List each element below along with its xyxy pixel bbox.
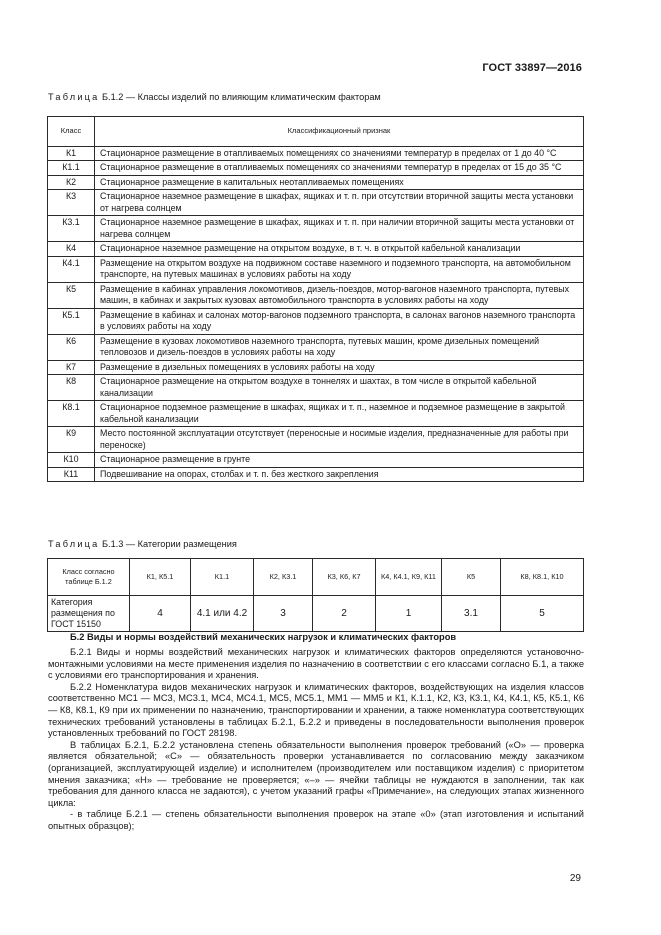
table2-header-cell: К1.1 [191, 559, 254, 596]
climate-classes-table [47, 116, 584, 482]
table1-row [48, 256, 584, 282]
class-description-cell: Стационарное наземное размещение на открытом воздухе, в т. ч. в открытой кабельной канализации [95, 242, 584, 257]
table1-row [48, 453, 584, 468]
body-paragraph: В таблицах Б.2.1, Б.2.2 установлена степень обязательности выполнения проверок требований («О» — проверка является обязательной; «С» — обязательность проверки устанавливается по согласованию между заказчиком (организацией, эксплуатирующей изделие) и исполнителем (производителем или поставщиком изделия) с приоритетом мнения заказчика; «Н» — требование не проверяется; «–» — ячейки таблицы не нуждаются в заполнении, так как требования для данного класса не задаются), с учетом указаний графы «Примечание», на следующих этапах жизненного цикла: [48, 739, 584, 808]
table2-value-cell: 1 [376, 596, 442, 632]
table1-row [48, 308, 584, 334]
class-code-cell: К3 [48, 190, 95, 216]
table1-row [48, 334, 584, 360]
class-code-cell: К2 [48, 175, 95, 190]
class-description-cell: Размещение на открытом воздухе на подвижном составе наземного и подземного транспорта, на автомобильном транспорте, на путевых машинах в условиях работы на ходу [95, 256, 584, 282]
table2-header-cell: К4, К4.1, К9, К11 [376, 559, 442, 596]
class-description-cell: Стационарное размещение в отапливаемых помещениях со значениями температур в пределах от 1 до 40 °С [95, 146, 584, 161]
class-description-cell: Размещение в кабинах управления локомотивов, дизель-поездов, мотор-вагонов наземного транспорта, путевых машин, в кабинах и закрытых кузовах автомобильного транспорта в условиях работы на ходу [95, 282, 584, 308]
table1-caption-prefix: Таблица [48, 92, 100, 102]
class-description-cell: Стационарное размещение в капитальных неотапливаемых помещениях [95, 175, 584, 190]
class-code-cell: К4 [48, 242, 95, 257]
class-description-cell: Размещение в кабинах и салонах мотор-вагонов подземного транспорта, в салонах вагонов наземного транспорта в условиях работы на ходу [95, 308, 584, 334]
table1-row [48, 161, 584, 176]
table1-header-feature: Классификационный признак [95, 117, 584, 147]
class-description-cell: Стационарное наземное размещение в шкафах, ящиках и т. п. при наличии вторичной защиты места установки от нагрева солнцем [95, 216, 584, 242]
table1-row [48, 375, 584, 401]
class-code-cell: К11 [48, 467, 95, 482]
class-description-cell: Размещение в кузовах локомотивов наземного транспорта, путевых машин, кроме дизельных помещений тепловозов и дизель-поездов в условиях работы на ходу [95, 334, 584, 360]
table2-header-cell: К1, К5.1 [130, 559, 191, 596]
table2-header-cell: К5 [442, 559, 501, 596]
section-body [48, 647, 584, 833]
class-code-cell: К8.1 [48, 401, 95, 427]
class-code-cell: К5.1 [48, 308, 95, 334]
table2-value-cell: 5 [501, 596, 584, 632]
table2-caption-text: Б.1.3 — Категории размещения [99, 539, 237, 549]
page-number: 29 [569, 873, 581, 884]
body-paragraph: - в таблице Б.2.1 — степень обязательности выполнения проверок на этапе «0» (этап изготовления и испытаний опытных образцов); [48, 809, 584, 831]
class-description-cell: Стационарное размещение в отапливаемых помещениях со значениями температур в пределах от 15 до 35 °С [95, 161, 584, 176]
table2-header-row [48, 559, 584, 596]
table1-row [48, 427, 584, 453]
table2-value-cell: 3 [254, 596, 313, 632]
class-code-cell: К8 [48, 375, 95, 401]
table1-row [48, 190, 584, 216]
table1-row [48, 216, 584, 242]
table2-header-cell: К3, К6, К7 [313, 559, 376, 596]
table1-row [48, 401, 584, 427]
table1-body [48, 146, 584, 482]
body-paragraph: Б.2.2 Номенклатура видов механических нагрузок и климатических факторов, воздействующих на изделия классов соответственно МС1 — МС3, МС3.1, МС4, МС4.1, МС5, МС5.1, ММ1 — ММ5 и К1, К.1.1, К2, К3, К3.1, К4, К4.1, К5, К5.1, К6 — К8, К8.1, К9 при их применении по назначению, транспортировании и хранении, а также номенклатура соответствующих технических требований установлены в таблицах Б.2.1, Б.2.2 и приведены в последовательности выполнения проверок установленных требований по ГОСТ 28198. [48, 681, 584, 739]
table1-row [48, 360, 584, 375]
placement-categories-table [47, 558, 584, 632]
section-title: Б.2 Виды и нормы воздействий механических нагрузок и климатических факторов [70, 632, 457, 642]
table2-value-cell: 4.1 или 4.2 [191, 596, 254, 632]
table2-header-cell: К2, К3.1 [254, 559, 313, 596]
table1-row [48, 242, 584, 257]
class-code-cell: К10 [48, 453, 95, 468]
class-code-cell: К4.1 [48, 256, 95, 282]
class-code-cell: К7 [48, 360, 95, 375]
class-description-cell: Подвешивание на опорах, столбах и т. п. без жесткого закрепления [95, 467, 584, 482]
class-code-cell: К1.1 [48, 161, 95, 176]
class-description-cell: Размещение в дизельных помещениях в условиях работы на ходу [95, 360, 584, 375]
table2-value-cell: 3.1 [442, 596, 501, 632]
table2-caption [48, 539, 237, 549]
table2-data-row [48, 596, 584, 632]
table2-header-cell: К8, К8.1, К10 [501, 559, 584, 596]
class-code-cell: К3.1 [48, 216, 95, 242]
table1-header-row [48, 117, 584, 147]
class-description-cell: Место постоянной эксплуатации отсутствует (переносные и носимые изделия, предназначенные для работы при переноске) [95, 427, 584, 453]
table1-row [48, 282, 584, 308]
class-code-cell: К1 [48, 146, 95, 161]
table1-caption-text: Б.1.2 — Классы изделий по влияющим климатическим факторам [99, 92, 381, 102]
class-description-cell: Стационарное подземное размещение в шкафах, ящиках и т. п., наземное и подземное размещение в закрытой кабельной канализации [95, 401, 584, 427]
class-description-cell: Стационарное наземное размещение в шкафах, ящиках и т. п. при отсутствии вторичной защиты места установки от нагрева солнцем [95, 190, 584, 216]
body-paragraph: Б.2.1 Виды и нормы воздействий механических нагрузок и климатических факторов определяются установочно-монтажными условиями на месте применения изделия по назначению в соответствии с его классами согласно Б.1, а также с условиями его транспортирования и хранения. [48, 647, 584, 681]
table1-caption [48, 92, 381, 102]
table2-value-cell: 2 [313, 596, 376, 632]
table2-caption-prefix: Таблица [48, 539, 100, 549]
class-code-cell: К6 [48, 334, 95, 360]
table1-row [48, 146, 584, 161]
class-code-cell: К5 [48, 282, 95, 308]
class-description-cell: Стационарное размещение на открытом воздухе в тоннелях и шахтах, в том числе в открытой кабельной канализации [95, 375, 584, 401]
table2-row-label: Категория размещения по ГОСТ 15150 [48, 596, 130, 632]
document-code-header: ГОСТ 33897—2016 [482, 62, 582, 74]
table1-row [48, 467, 584, 482]
class-code-cell: К9 [48, 427, 95, 453]
table1-header-class: Класс [48, 117, 95, 147]
class-description-cell: Стационарное размещение в грунте [95, 453, 584, 468]
table1-row [48, 175, 584, 190]
table2-value-cell: 4 [130, 596, 191, 632]
table2-header-first: Класс согласно таблице Б.1.2 [48, 559, 130, 596]
